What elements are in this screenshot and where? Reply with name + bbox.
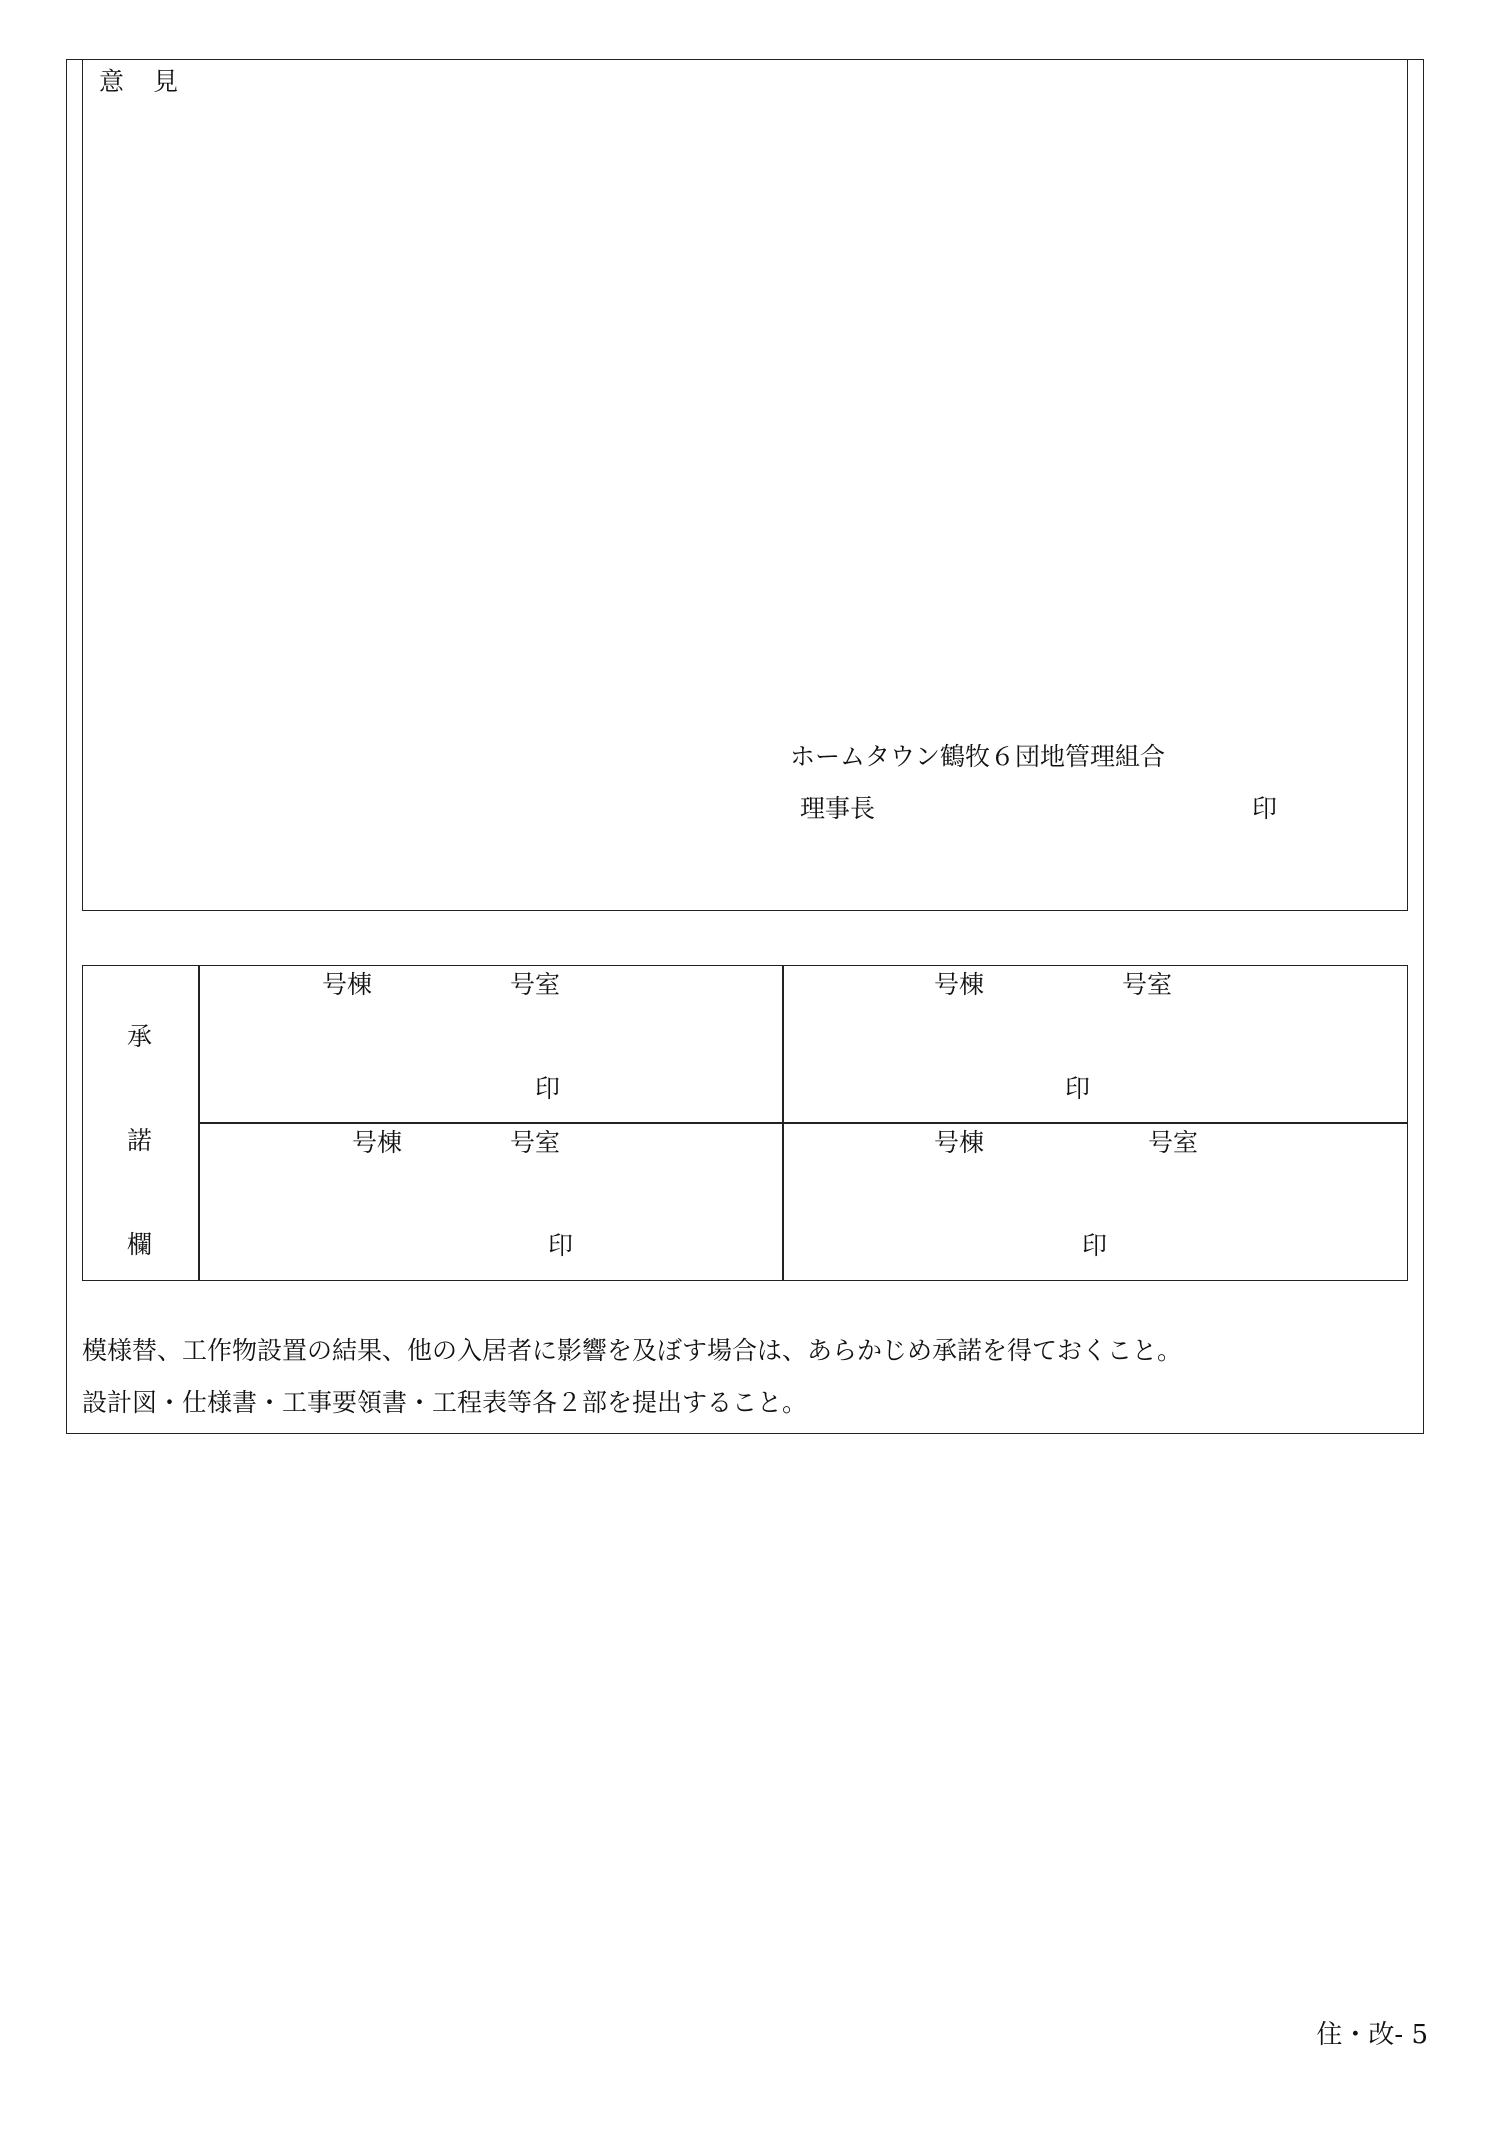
note-2: 設計図・仕様書・工事要領書・工程表等各２部を提出すること。 [82,1388,808,1417]
consent-label-char-1: 承 [127,1022,153,1051]
consent-row-divider [198,1122,1408,1124]
note-1: 模様替、工作物設置の結果、他の入居者に影響を及ぼす場合は、あらかじめ承諾を得ておくこと。 [82,1336,1183,1365]
cell-4-seal: 印 [1082,1231,1108,1260]
association-name: ホームタウン鶴牧６団地管理組合 [790,742,1166,771]
chairman-label: 理事長 [800,794,876,823]
cell-3-room: 号室 [510,1128,561,1157]
cell-1-room: 号室 [510,970,561,999]
cell-2-room: 号室 [1122,970,1173,999]
cell-2-seal: 印 [1065,1074,1091,1103]
opinion-box [82,59,1408,911]
cell-3-seal: 印 [548,1231,574,1260]
chairman-seal: 印 [1252,794,1278,823]
page-number: 住・改- 5 [1316,2020,1428,2050]
consent-label-char-3: 欄 [127,1230,153,1259]
consent-label-char-2: 諾 [127,1126,153,1155]
cell-4-building: 号棟 [934,1128,985,1157]
opinion-label: 意 見 [99,67,181,96]
cell-4-room: 号室 [1148,1128,1199,1157]
cell-2-building: 号棟 [934,970,985,999]
cell-3-building: 号棟 [352,1128,403,1157]
cell-1-building: 号棟 [322,970,373,999]
cell-1-seal: 印 [535,1074,561,1103]
